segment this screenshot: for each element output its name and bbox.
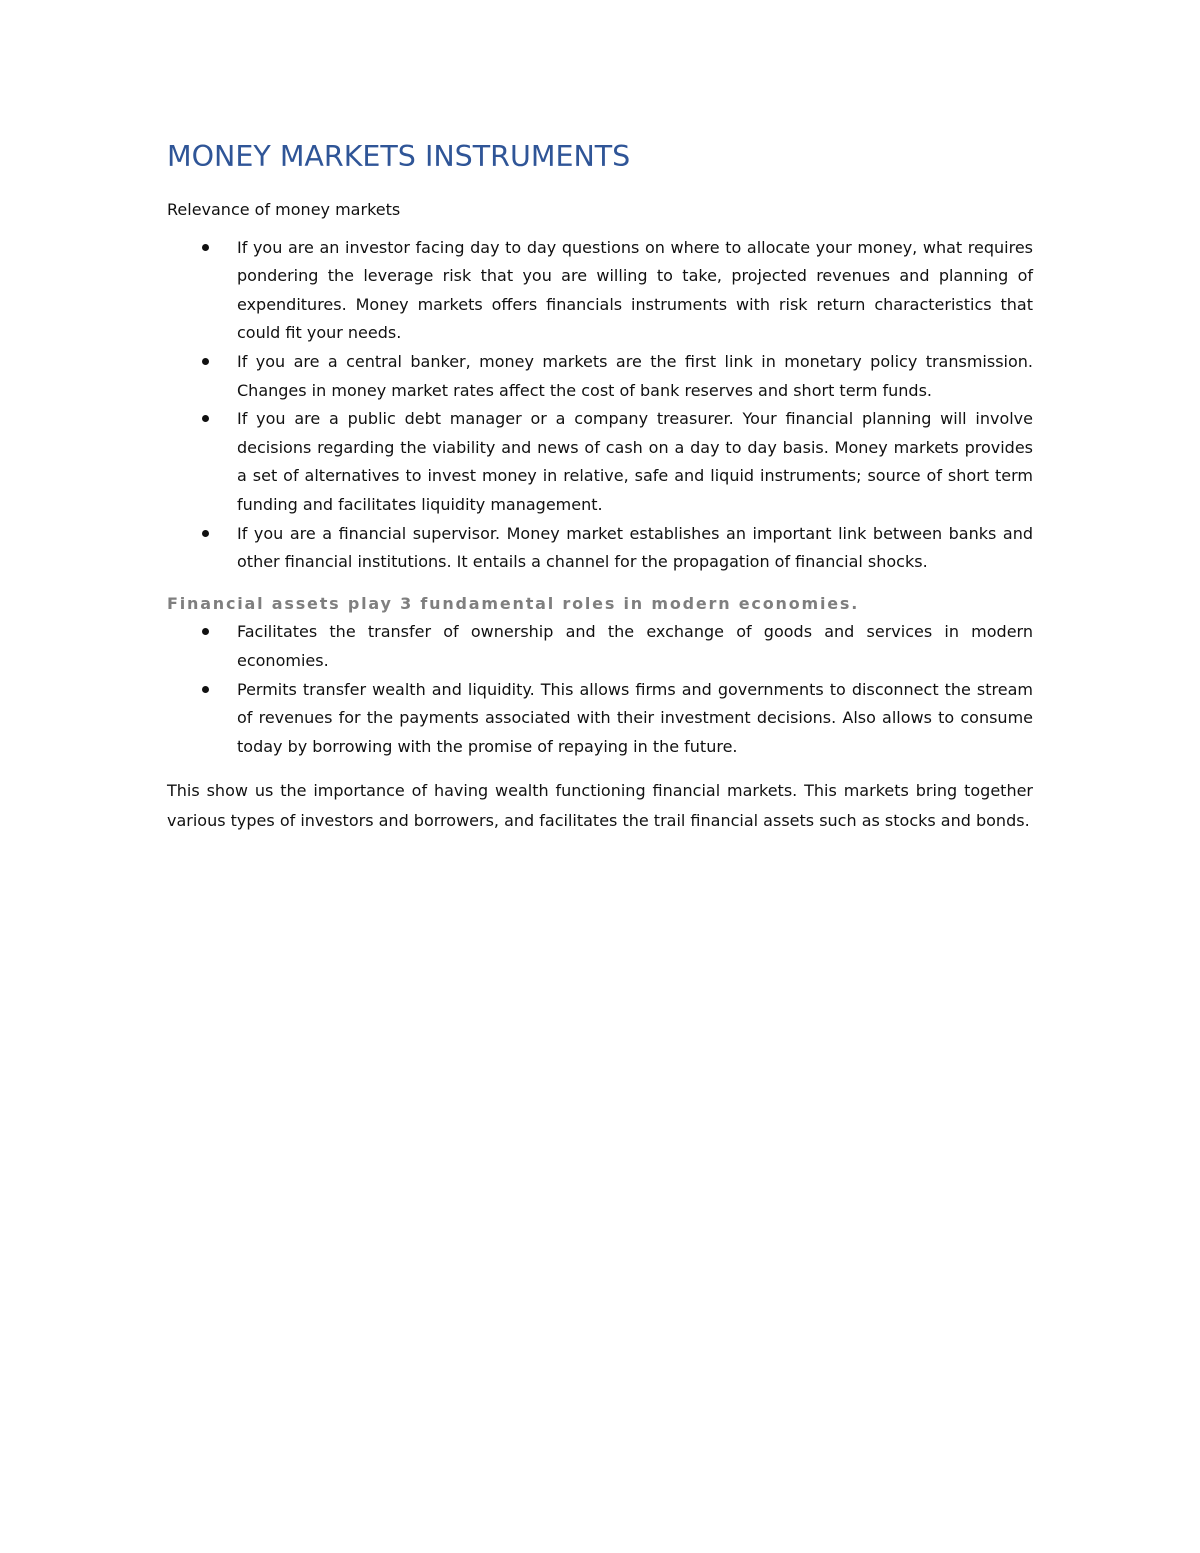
list-item bbox=[167, 348, 1033, 405]
bullet-icon bbox=[202, 415, 209, 422]
relevance-bullet-list bbox=[167, 234, 1033, 577]
document-title: MONEY MARKETS INSTRUMENTS bbox=[167, 140, 631, 173]
list-item-text: If you are an investor facing day to day questions on where to allocate your money, what requires pondering the leverage risk that you are willing to take, projected revenues and planning of expenditures. Money markets offers financials instruments with risk return characteristics that could fit your needs. bbox=[237, 237, 1033, 343]
list-item-text: If you are a central banker, money markets are the first link in monetary policy transmission. Changes in money market rates affect the cost of bank reserves and short term funds. bbox=[237, 351, 1033, 400]
list-item bbox=[167, 520, 1033, 577]
bullet-icon bbox=[202, 530, 209, 537]
list-item bbox=[167, 618, 1033, 675]
list-item bbox=[167, 676, 1033, 762]
list-item bbox=[167, 234, 1033, 348]
relevance-heading: Relevance of money markets bbox=[167, 200, 401, 219]
bullet-icon bbox=[202, 686, 209, 693]
list-item bbox=[167, 405, 1033, 519]
list-item-text: Facilitates the transfer of ownership and the exchange of goods and services in modern economies. bbox=[237, 622, 1033, 670]
bullet-icon bbox=[202, 358, 209, 365]
list-item-text: Permits transfer wealth and liquidity. This allows firms and governments to disconnect the stream of revenues for the payments associated with their investment decisions. Also allows to consume today by borrowing with the promise of repaying in the future. bbox=[237, 679, 1033, 756]
list-item-text: If you are a public debt manager or a company treasurer. Your financial planning will involve decisions regarding the viability and news of cash on a day to day basis. Money markets provides a set of alternatives to invest money in relative, safe and liquid instruments; source of short term funding and facilitates liquidity management. bbox=[237, 409, 1033, 514]
closing-paragraph: This show us the importance of having wealth functioning financial markets. This markets bring together various types of investors and borrowers, and facilitates the trail financial assets such as stocks and bonds. bbox=[167, 781, 1033, 830]
roles-bullet-list bbox=[167, 618, 1033, 761]
bullet-icon bbox=[202, 244, 209, 251]
roles-heading: Financial assets play 3 fundamental roles in modern economies. bbox=[167, 593, 860, 613]
document-body bbox=[167, 138, 1033, 835]
list-item-text: If you are a financial supervisor. Money market establishes an important link between banks and other financial institutions. It entails a channel for the propagation of financial shocks. bbox=[237, 523, 1033, 572]
bullet-icon bbox=[202, 628, 209, 635]
